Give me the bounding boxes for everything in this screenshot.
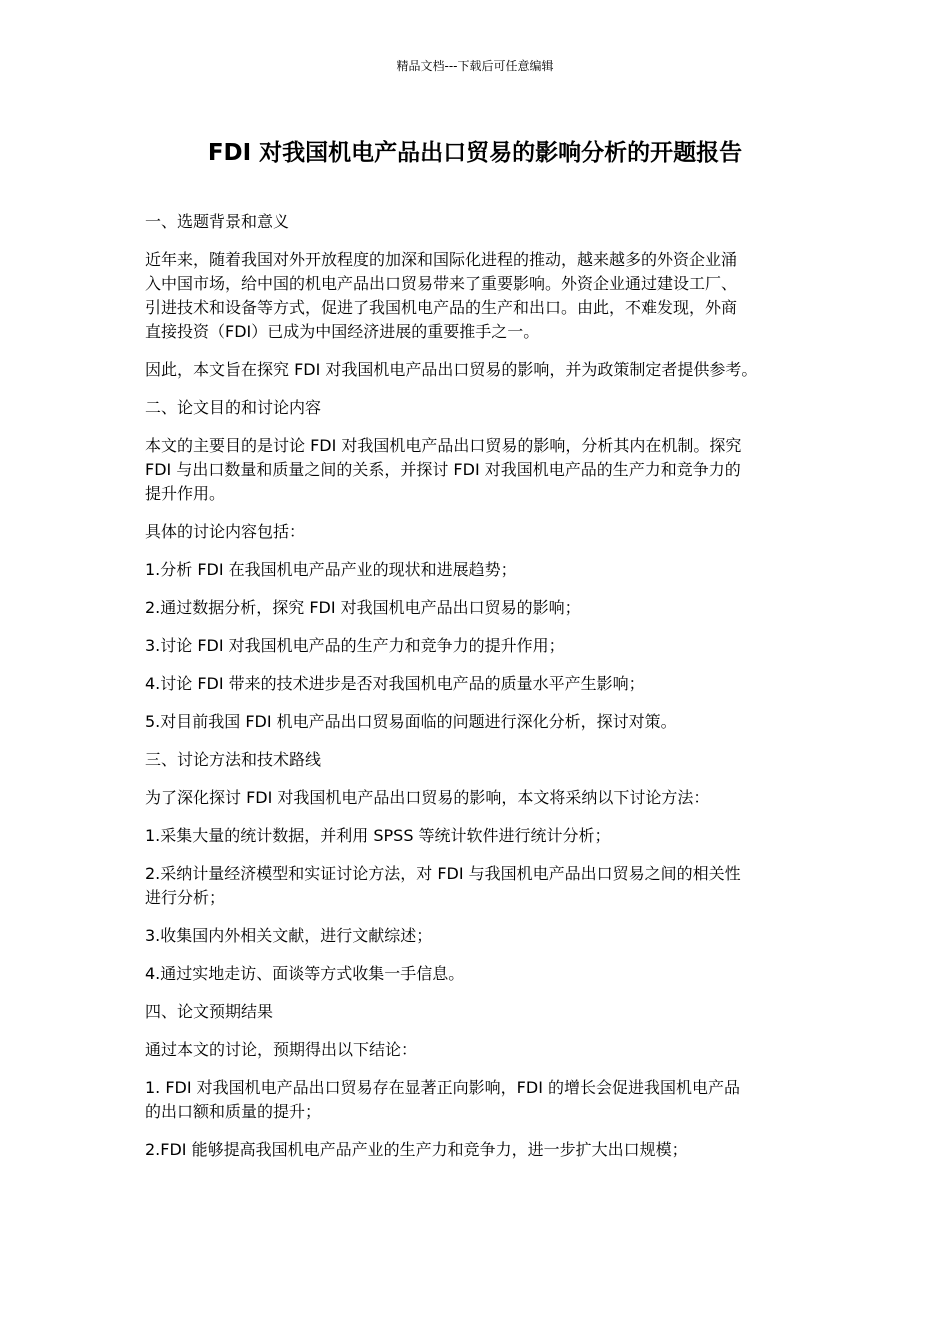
paragraph-objectives	[145, 434, 810, 506]
text-line: 5.对目前我国 FDI 机电产品出口贸易面临的问题进行深化分析，探讨对策。	[145, 712, 677, 731]
section-heading-results	[145, 1000, 810, 1024]
text-line: 引进技术和设备等方式，促进了我国机电产品的生产和出口。由此，不难发现，外商	[145, 298, 738, 317]
text-line: 3.收集国内外相关文献，进行文献综述；	[145, 926, 433, 945]
section-heading-background	[145, 210, 810, 234]
text-line: 四、论文预期结果	[145, 1002, 274, 1021]
list-item	[145, 672, 810, 696]
document-title: FDI 对我国机电产品出口贸易的影响分析的开题报告	[207, 140, 743, 166]
text-line: 因此，本文旨在探究 FDI 对我国机电产品出口贸易的影响，并为政策制定者提供参考。	[145, 360, 758, 379]
text-line: 2.FDI 能够提高我国机电产品产业的生产力和竞争力，进一步扩大出口规模；	[145, 1140, 688, 1159]
text-line: 的出口额和质量的提升；	[145, 1102, 322, 1121]
section-heading-objectives	[145, 396, 810, 420]
list-item	[145, 962, 810, 986]
text-line: 二、论文目的和讨论内容	[145, 398, 322, 417]
text-line: 3.讨论 FDI 对我国机电产品的生产力和竞争力的提升作用；	[145, 636, 565, 655]
text-line: 通过本文的讨论，预期得出以下结论：	[145, 1040, 418, 1059]
text-line: 提升作用。	[145, 484, 226, 503]
text-line: 进行分析；	[145, 888, 226, 907]
list-item	[145, 596, 810, 620]
text-line: 4.讨论 FDI 带来的技术进步是否对我国机电产品的质量水平产生影响；	[145, 674, 645, 693]
text-line: 1. FDI 对我国机电产品出口贸易存在显著正向影响，FDI 的增长会促进我国机电产品	[145, 1078, 741, 1097]
list-item	[145, 924, 810, 948]
text-line: 1.采集大量的统计数据，并利用 SPSS 等统计软件进行统计分析；	[145, 826, 611, 845]
list-item	[145, 1076, 810, 1124]
text-line: 2.采纳计量经济模型和实证讨论方法，对 FDI 与我国机电产品出口贸易之间的相关性	[145, 864, 741, 883]
paragraph-background	[145, 248, 810, 344]
text-line: 4.通过实地走访、面谈等方式收集一手信息。	[145, 964, 465, 983]
text-line: 直接投资（FDI）已成为中国经济进展的重要推手之一。	[145, 322, 540, 341]
text-line: 近年来，随着我国对外开放程度的加深和国际化进程的推动，越来越多的外资企业涌	[145, 250, 738, 269]
text-line: 入中国市场，给中国的机电产品出口贸易带来了重要影响。外资企业通过建设工厂、	[145, 274, 738, 293]
text-line: 1.分析 FDI 在我国机电产品产业的现状和进展趋势；	[145, 560, 517, 579]
text-line: 2.通过数据分析，探究 FDI 对我国机电产品出口贸易的影响；	[145, 598, 581, 617]
section-heading-methods	[145, 748, 810, 772]
list-item	[145, 634, 810, 658]
paragraph-results-intro	[145, 1038, 810, 1062]
text-line: 本文的主要目的是讨论 FDI 对我国机电产品出口贸易的影响，分析其内在机制。探究	[145, 436, 742, 455]
text-line: 具体的讨论内容包括：	[145, 522, 306, 541]
text-line: FDI 与出口数量和质量之间的关系，并探讨 FDI 对我国机电产品的生产力和竞争力的	[145, 460, 741, 479]
text-line: 一、选题背景和意义	[145, 212, 290, 231]
list-item	[145, 1138, 810, 1162]
page-header: 精品文档---下载后可任意编辑	[396, 59, 554, 73]
list-item	[145, 824, 810, 848]
document-body	[145, 210, 810, 1176]
text-line: 为了深化探讨 FDI 对我国机电产品出口贸易的影响，本文将采纳以下讨论方法：	[145, 788, 710, 807]
paragraph-content-intro	[145, 520, 810, 544]
list-item	[145, 862, 810, 910]
text-line: 三、讨论方法和技术路线	[145, 750, 322, 769]
paragraph-methods-intro	[145, 786, 810, 810]
list-item	[145, 558, 810, 582]
list-item	[145, 710, 810, 734]
paragraph-purpose	[145, 358, 810, 382]
